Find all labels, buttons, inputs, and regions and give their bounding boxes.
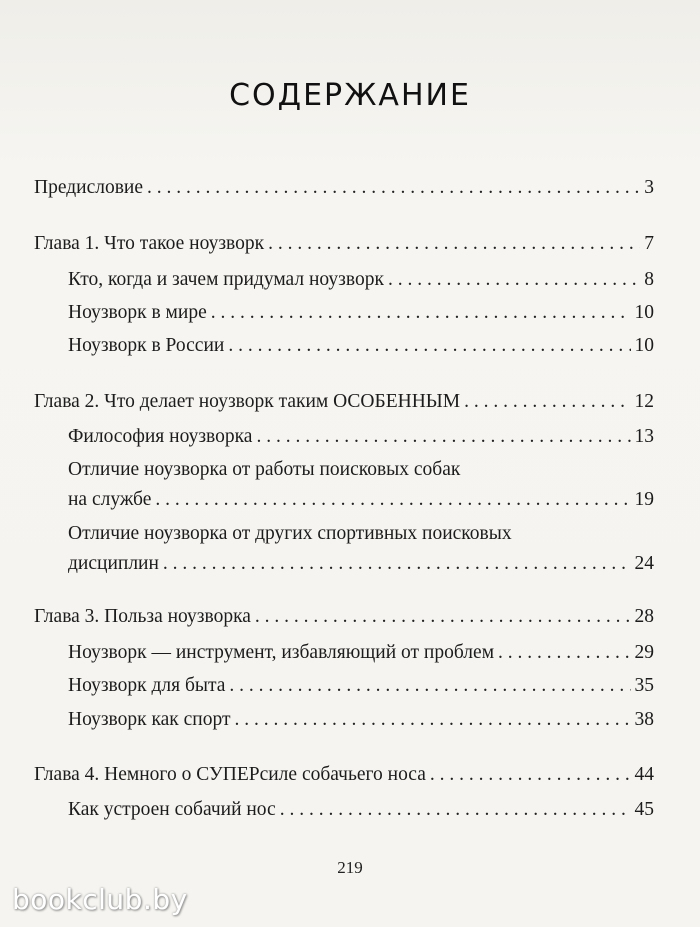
toc-entry-page: 29 (634, 642, 654, 663)
toc-entry-page: 28 (634, 606, 654, 627)
watermark-logo: bookclub.by (12, 883, 188, 916)
leader-dots (464, 390, 630, 414)
toc-entry-title: на службе (68, 489, 152, 510)
toc-entry-page: 13 (634, 426, 654, 447)
toc-entry-title: дисциплин (68, 553, 159, 574)
toc-entry-title-line-1: Отличие ноузворка от работы поисковых собак (68, 459, 461, 480)
toc-entry-title: Глава 1. Что такое ноузворк (34, 233, 265, 254)
leader-dots (155, 488, 630, 512)
toc-entry-chapter-3 (34, 605, 654, 629)
leader-dots (147, 176, 640, 200)
toc-entry-title: Глава 4. Немного о СУПЕРсиле собачьего носа (34, 764, 426, 785)
leader-dots (280, 798, 631, 822)
toc-entry-section (68, 268, 654, 292)
toc-entry-section (68, 301, 654, 325)
page-title: СОДЕРЖАНИЕ (229, 78, 471, 113)
toc-entry-page: 45 (634, 799, 654, 820)
toc-entry-title: Предисловие (34, 177, 144, 198)
toc-entry-chapter-2 (34, 390, 654, 414)
toc-entry-title: Ноузворк в мире (68, 302, 207, 323)
toc-entry-page: 10 (634, 335, 654, 356)
toc-entry-title: Как устроен собачий нос (68, 799, 276, 820)
toc-entry-chapter-1 (34, 232, 654, 256)
toc-entry-section (68, 334, 654, 358)
toc-entry-page: 3 (644, 177, 654, 198)
toc-entry-section (68, 488, 654, 512)
page-number: 219 (337, 858, 363, 877)
toc-entry-section (68, 641, 654, 665)
toc-entry-page: 10 (634, 302, 654, 323)
toc-entry-section (68, 708, 654, 732)
leader-dots (163, 552, 631, 576)
toc-entry-title: Глава 2. Что делает ноузворк таким ОСОБЕННЫМ (34, 391, 461, 412)
toc-entry-title: Философия ноузворка (68, 426, 253, 447)
toc-entry-page: 24 (634, 553, 654, 574)
toc-entry-title: Глава 3. Польза ноузворка (34, 606, 251, 627)
leader-dots (255, 605, 631, 629)
toc-entry-page: 38 (634, 709, 654, 730)
leader-dots (229, 674, 630, 698)
toc-entry-chapter-4 (34, 763, 654, 787)
toc-entry-page: 19 (634, 489, 654, 510)
leader-dots (256, 425, 630, 449)
toc-entry-section (68, 674, 654, 698)
leader-dots (498, 641, 630, 665)
toc-entry-title: Ноузворк для быта (68, 675, 226, 696)
toc-entry-title: Ноузворк как спорт (68, 709, 231, 730)
toc-entry-preface (34, 176, 654, 200)
toc-entry-title: Ноузворк в России (68, 335, 225, 356)
leader-dots (235, 708, 631, 732)
toc-entry-page: 44 (634, 764, 654, 785)
toc-entry-page: 7 (644, 233, 654, 254)
toc-entry-page: 12 (634, 391, 654, 412)
leader-dots (388, 268, 640, 292)
toc-entry-page: 8 (644, 269, 654, 290)
toc-entry-title: Кто, когда и зачем придумал ноузворк (68, 269, 384, 290)
toc-entry-section (68, 798, 654, 822)
leader-dots (268, 232, 640, 256)
toc-entry-title-line-1: Отличие ноузворка от других спортивных поисковых (68, 523, 512, 544)
toc-entry-page: 35 (634, 675, 654, 696)
toc-entry-section (68, 425, 654, 449)
leader-dots (211, 301, 631, 325)
toc-entry-section (68, 552, 654, 576)
toc-entry-title: Ноузворк — инструмент, избавляющий от проблем (68, 642, 495, 663)
leader-dots (228, 334, 630, 358)
leader-dots (430, 763, 631, 787)
